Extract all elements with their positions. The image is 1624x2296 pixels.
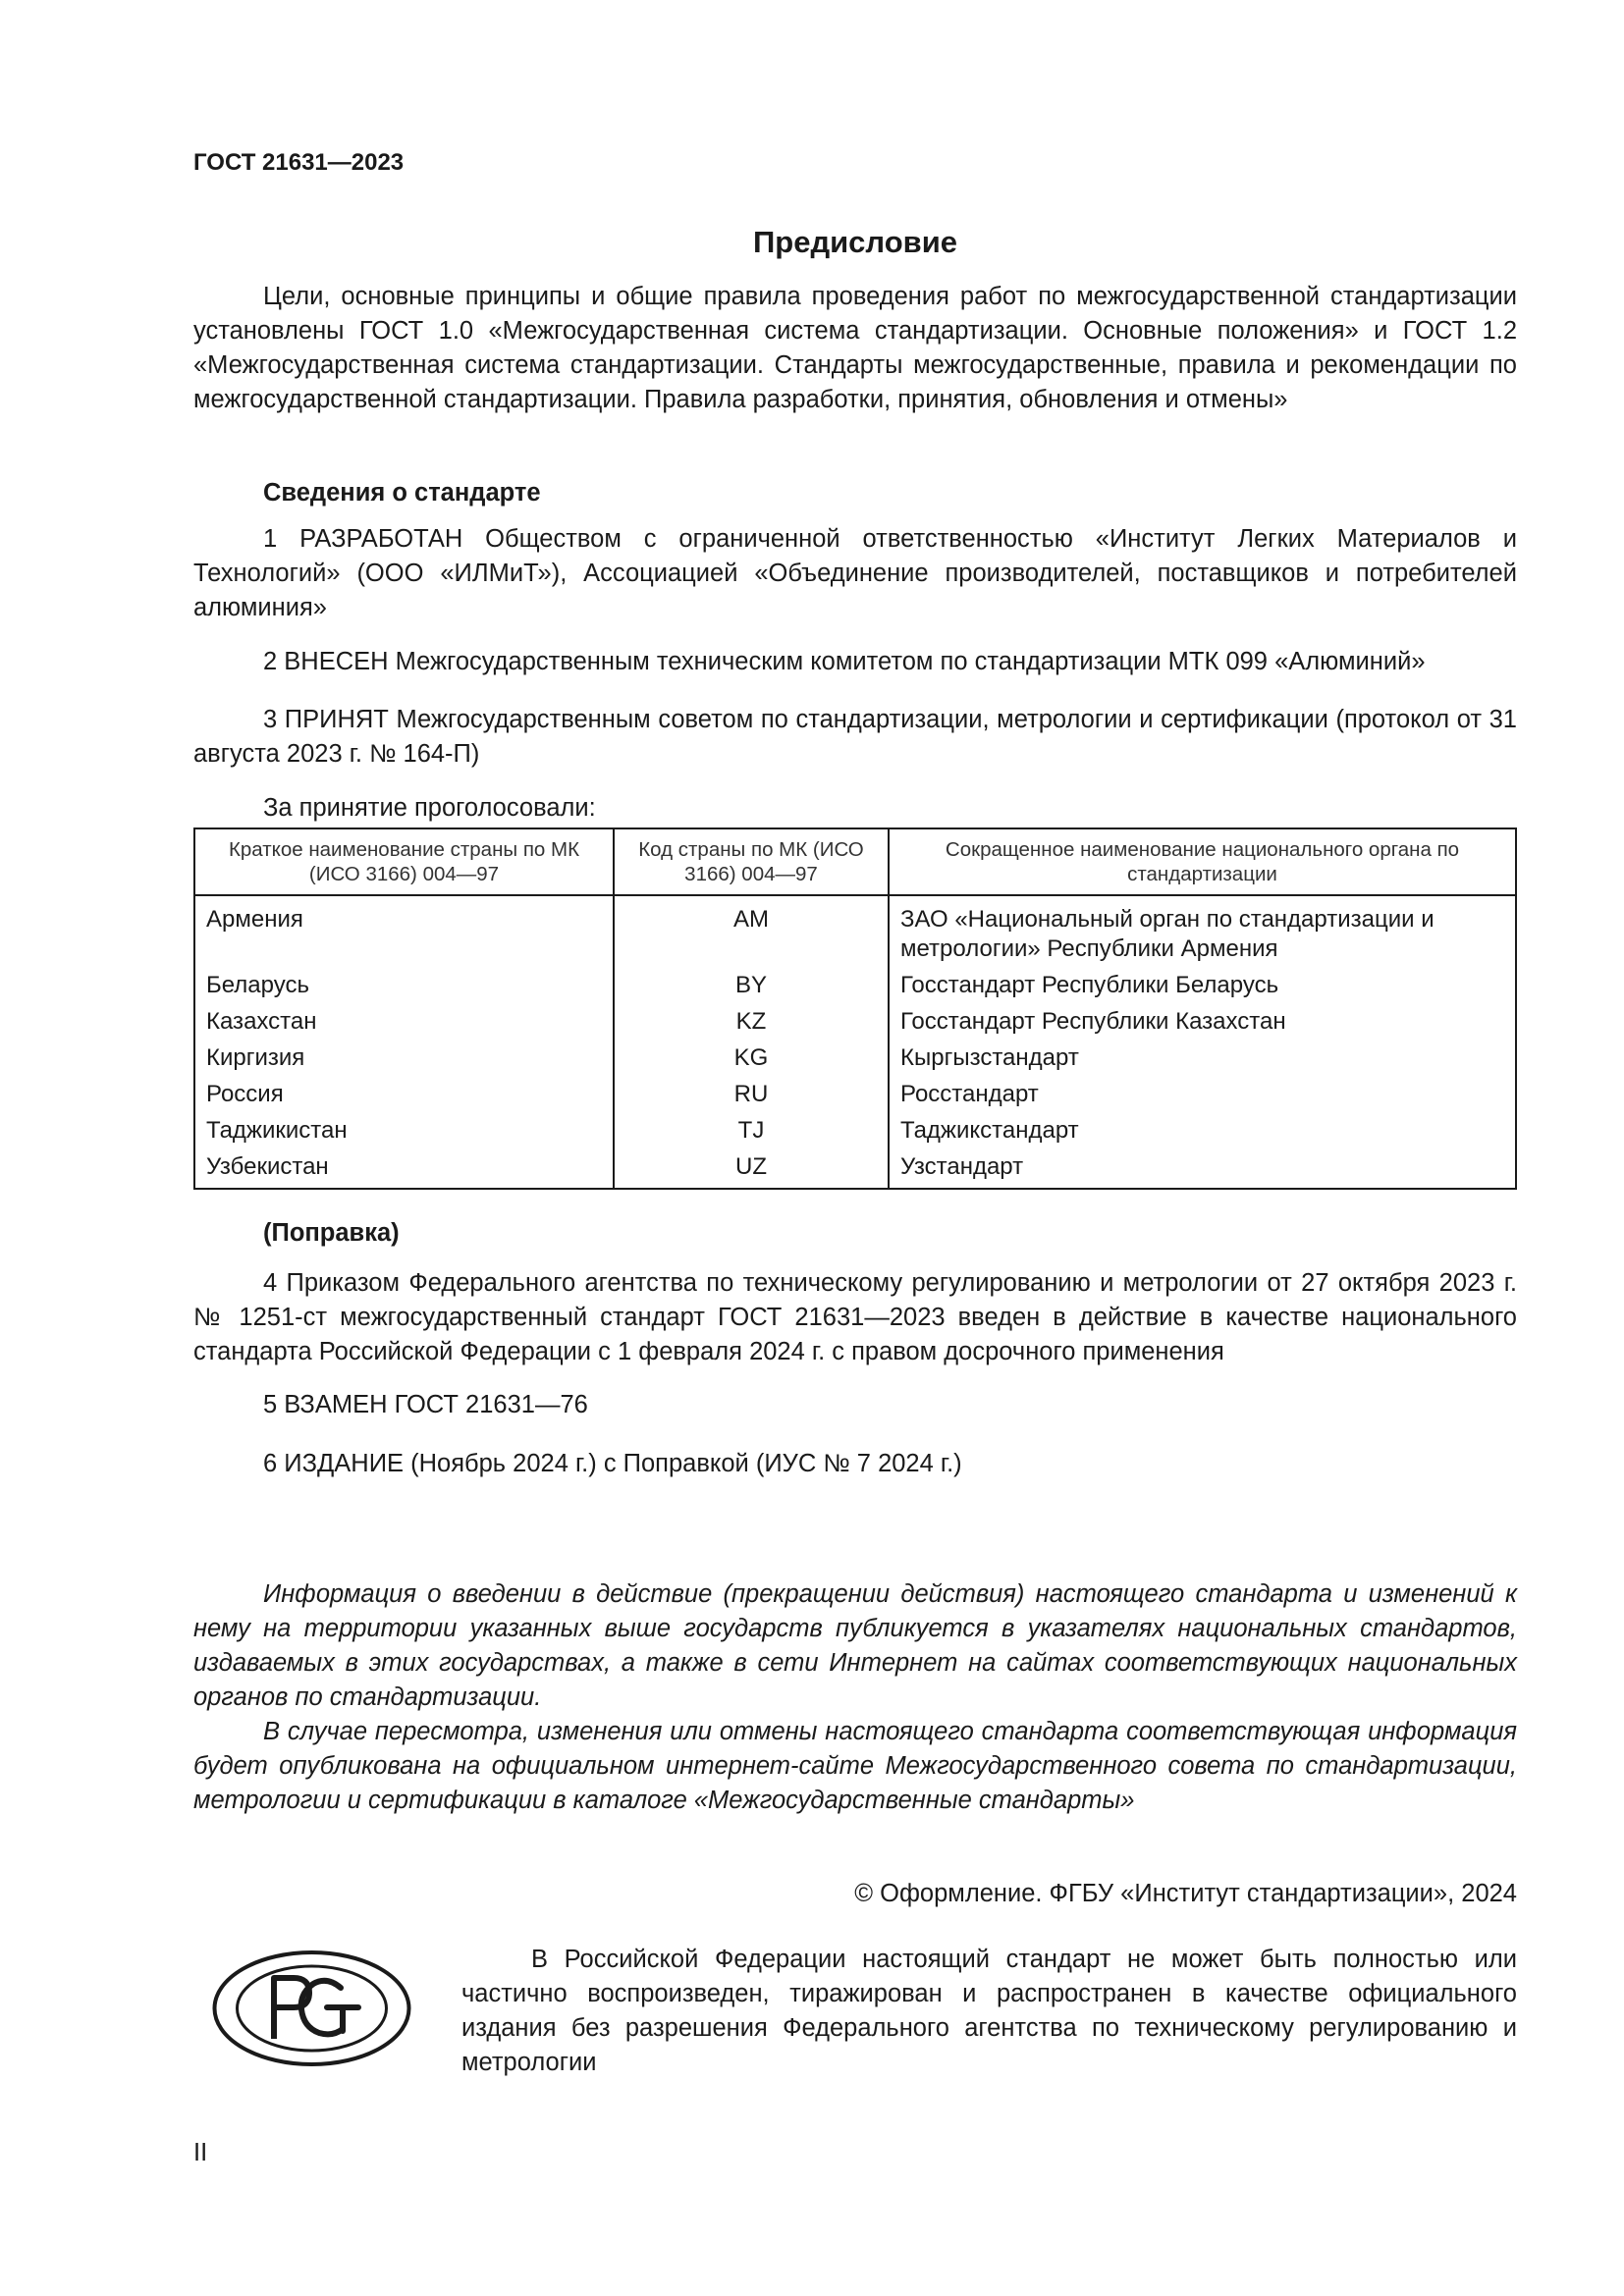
item-edition: 6 ИЗДАНИЕ (Ноябрь 2024 г.) с Поправкой (ИУС № 7 2024 г.) [263,1450,962,1477]
cell-country: Армения [194,895,614,966]
cell-country: Казахстан [194,1002,614,1039]
item-developed: 1 РАЗРАБОТАН Обществом с ограниченной ответственностью «Институт Легких Материалов и Технологий» (ООО «ИЛМиТ»), Ассоциацией «Объединение производителей, поставщиков и потребителей алюминия» [193,525,1517,621]
item-replaces: 5 ВЗАМЕН ГОСТ 21631—76 [263,1391,588,1418]
table-header-row [194,828,1516,895]
cell-code: UZ [614,1148,889,1189]
cell-country: Россия [194,1075,614,1111]
running-header-code: ГОСТ 21631—2023 [193,149,405,176]
cell-code: AM [614,895,889,966]
info-heading: Сведения о стандарте [263,479,541,507]
page-number: II [193,2139,208,2166]
item-order: 4 Приказом Федерального агентства по техническому регулированию и метрологии от 27 октября 2023 г. № 1251-ст межгосударственный стандарт ГОСТ 21631—2023 введен в действие в качестве национального стандарта Российской Федерации с 1 февраля 2024 г. с правом досрочного применения [193,1269,1517,1365]
cell-body: Госстандарт Республики Беларусь [900,972,1279,998]
cell-code: BY [614,966,889,1002]
table-row [194,895,1516,966]
intro-paragraph: Цели, основные принципы и общие правила проведения работ по межгосударственной стандартизации установлены ГОСТ 1.0 «Межгосударственная система стандартизации. Основные положения» и ГОСТ 1.2 «Межгосударственная система стандартизации. Стандарты межгосударственные, правила и рекомендации по межгосударственной стандартизации. Правила разработки, принятия, обновления и отмены» [193,283,1517,413]
cell-code: RU [614,1075,889,1111]
cell-body: Таджикстандарт [900,1117,1079,1144]
table-row [194,1075,1516,1111]
cell-code: KG [614,1039,889,1075]
table-row [194,1148,1516,1189]
cell-code: KZ [614,1002,889,1039]
gost-r-mark-icon [211,1949,412,2068]
cell-country: Таджикистан [194,1111,614,1148]
cell-country: Узбекистан [194,1148,614,1189]
table-row [194,966,1516,1002]
italic-note-revision: В случае пересмотра, изменения или отмены настоящего стандарта соответствующая информация будет опубликована на официальном интернет-сайте Межгосударственного совета по стандартизации, метрологии и сертификации в каталоге «Межгосударственные стандарты» [193,1718,1517,1814]
cell-country: Киргизия [194,1039,614,1075]
item-introduced: 2 ВНЕСЕН Межгосударственным техническим комитетом по стандартизации МТК 099 «Алюминий» [263,648,1426,675]
voted-caption: За принятие проголосовали: [263,794,596,822]
cell-body: Узстандарт [900,1153,1024,1180]
cell-country: Беларусь [194,966,614,1002]
cell-code: TJ [614,1111,889,1148]
voting-table [193,828,1517,1190]
amendment-note: (Поправка) [263,1219,400,1247]
copyright-line: © Оформление. ФГБУ «Институт стандартизации», 2024 [854,1880,1517,1907]
copyright-notice: В Российской Федерации настоящий стандарт не может быть полностью или частично воспроизведен, тиражирован и распространен в качестве официального издания без разрешения Федерального агентства по техническому регулированию и метрологии [461,1946,1517,2076]
header-country-name: Краткое наименование страны по МК (ИСО 3166) 004—97 [194,828,614,895]
item-adopted: 3 ПРИНЯТ Межгосударственным советом по стандартизации, метрологии и сертификации (протокол от 31 августа 2023 г. № 164-П) [193,706,1517,768]
table-row [194,1002,1516,1039]
cell-body: Росстандарт [900,1081,1039,1107]
cell-body: Госстандарт Республики Казахстан [900,1008,1286,1035]
page-title: Предисловие [752,225,957,259]
italic-note-publication: Информация о введении в действие (прекращении действия) настоящего стандарта и изменений к нему на территории указанных выше государств публикуется в указателях национальных стандартов, издаваемых в этих государствах, а также в сети Интернет на сайтах соответствующих национальных органов по стандартизации. [193,1580,1517,1711]
cell-body: Кыргызстандарт [900,1044,1079,1071]
cell-body: ЗАО «Национальный орган по стандартизации и метрологии» Республики Армения [900,906,1435,962]
table-row [194,1111,1516,1148]
header-country-code: Код страны по МК (ИСО 3166) 004—97 [614,828,889,895]
table-row [194,1039,1516,1075]
header-national-body: Сокращенное наименование национального органа по стандартизации [889,828,1516,895]
